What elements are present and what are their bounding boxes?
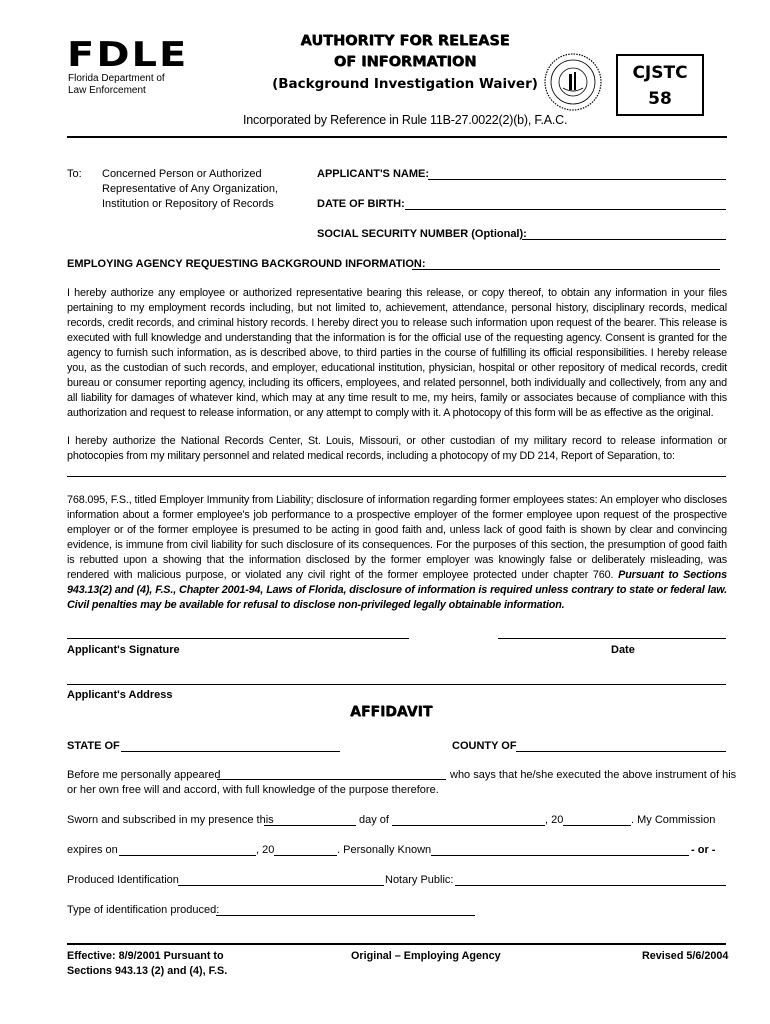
dob-field[interactable] <box>405 209 726 210</box>
address-field[interactable] <box>67 684 726 685</box>
appeared-label: Before me personally appeared <box>67 769 221 781</box>
military-recipient-field[interactable] <box>67 476 726 477</box>
produced-id-field[interactable] <box>178 885 384 886</box>
fdle-logo: FDLE <box>67 35 189 75</box>
immunity-emphasis: Pursuant to Sections 943.13(2) and (4), F.S., Chapter 2001-94, Laws of Florida, disclosure of information is required unless contrary to state or federal law. Civil penalties may be available for refusal to disclose non-privileged legally obtainable information. <box>67 569 727 611</box>
recipient-line3: Institution or Repository of Records <box>102 198 274 210</box>
notary-label: Notary Public: <box>385 874 454 886</box>
form-subtitle: (Background Investigation Waiver) <box>272 76 538 92</box>
expires-year-field[interactable] <box>274 855 337 856</box>
ssn-label: SOCIAL SECURITY NUMBER (Optional): <box>317 228 527 240</box>
expires-year-prefix: , 20 <box>256 844 275 856</box>
authorization-paragraph: I hereby authorize any employee or authorized representative bearing this release, or copy thereof, to obtain any information in your files pertaining to my employment records including, but not limited to, achievement, attendance, personal history, disciplinary records, medical records, credit records, and criminal history records. I hereby direct you to release such information upon request of the bearer. This release is executed with full knowledge and understanding that the information is for the official use of the requesting agency. Consent is granted for the agency to furnish such information, as is described above, to third parties in the course of fulfilling its official responsibilities. I hereby release you, as the custodian of such records, and employer, educational institution, physician, hospital or other repository of medical records, credit bureau or consumer reporting agency, including its officers, employees, and related personnel, both individually and collectively, from any and all liability for damages of whatever kind, which may at any time result to me, my heirs, family or associates because of compliance with this authorization and request to release information, or any attempt to comply with it. A photocopy of this form will be as effective as the original. <box>67 287 727 419</box>
date-field[interactable] <box>498 638 726 639</box>
state-seal-icon <box>543 52 603 112</box>
original-copy-label: Original – Employing Agency <box>351 950 501 962</box>
recipient-line2: Representative of Any Organization, <box>102 183 279 195</box>
form-code-box <box>616 54 704 116</box>
applicant-name-label: APPLICANT'S NAME: <box>317 168 430 180</box>
agency-field[interactable] <box>412 269 720 270</box>
ssn-field[interactable] <box>522 239 726 240</box>
form-title-line2: OF INFORMATION <box>333 54 477 70</box>
appeared-name-field[interactable] <box>217 779 446 780</box>
header-divider <box>67 136 727 138</box>
address-label: Applicant's Address <box>67 689 173 701</box>
effective-line2: Sections 943.13 (2) and (4), F.S. <box>67 965 228 977</box>
type-id-label: Type of identification produced: <box>67 904 220 916</box>
county-label: COUNTY OF <box>452 740 517 752</box>
incorporated-reference: Incorporated by Reference in Rule 11B-27.0022(2)(b), F.A.C. <box>243 113 568 127</box>
dob-label: DATE OF BIRTH: <box>317 198 405 210</box>
department-name: Florida Department of Law Enforcement <box>68 73 165 96</box>
notary-field[interactable] <box>455 885 726 886</box>
type-id-field[interactable] <box>216 915 475 916</box>
immunity-text: 768.095, F.S., titled Employer Immunity from Liability; disclosure of information regarding former employees states: An employer who discloses information about a former employee's job performance to a prospective employer of the former employee upon request of the prospective employer or of the former employee is presumed to be acting in good faith and, unless lack of good faith is shown by clear and convincing evidence, is immune from civil liability for such disclosure of its consequences. For the purposes of this section, the presumption of good faith is rebutted upon a showing that the information disclosed by the former employer was knowingly false or deliberately misleading, was rendered with malicious purpose, or violated any civil right of the former employee protected under chapter 760. <box>67 494 727 581</box>
sworn-day-field[interactable] <box>264 825 356 826</box>
signature-label: Applicant's Signature <box>67 644 180 656</box>
footer-divider <box>67 943 726 945</box>
date-label: Date <box>611 644 635 656</box>
sworn-label: Sworn and subscribed in my presence this <box>67 814 274 826</box>
day-of-label: day of <box>359 814 389 826</box>
military-records-paragraph: I hereby authorize the National Records Center, St. Louis, Missouri, or other custodian of my military record to release information or photocopies from my military personnel and related medical records, including a photocopy of my DD 214, Report of Separation, to: <box>67 435 727 462</box>
county-field[interactable] <box>516 751 726 752</box>
state-label: STATE OF <box>67 740 120 752</box>
effective-line1: Effective: 8/9/2001 Pursuant to <box>67 950 224 962</box>
recipient-line1: Concerned Person or Authorized <box>102 168 262 180</box>
applicant-name-field[interactable] <box>428 179 726 180</box>
appeared-text: who says that he/she executed the above instrument of his <box>450 769 737 781</box>
personally-known-label: . Personally Known <box>337 844 432 856</box>
produced-id-label: Produced Identification <box>67 874 179 886</box>
form-code: CJSTC <box>632 63 688 83</box>
revised-date: Revised 5/6/2004 <box>642 950 729 962</box>
affidavit-heading: AFFIDAVIT <box>350 704 433 720</box>
appeared-text-line2: or her own free will and accord, with full knowledge of the purpose therefore. <box>67 784 439 796</box>
state-field[interactable] <box>121 751 340 752</box>
personally-known-field[interactable] <box>431 855 689 856</box>
sworn-month-field[interactable] <box>392 825 545 826</box>
agency-label: EMPLOYING AGENCY REQUESTING BACKGROUND INFORMATION: <box>67 258 426 270</box>
immunity-paragraph <box>67 493 727 613</box>
year-prefix: , 20 <box>545 814 564 826</box>
form-number: 58 <box>648 89 672 109</box>
to-label: To: <box>67 168 82 180</box>
expires-field[interactable] <box>119 855 256 856</box>
sworn-year-field[interactable] <box>563 825 631 826</box>
expires-label: expires on <box>67 844 118 856</box>
or-label: - or - <box>691 844 716 856</box>
signature-field[interactable] <box>67 638 409 639</box>
form-title-line1: AUTHORITY FOR RELEASE <box>300 33 510 49</box>
commission-label: . My Commission <box>631 814 716 826</box>
